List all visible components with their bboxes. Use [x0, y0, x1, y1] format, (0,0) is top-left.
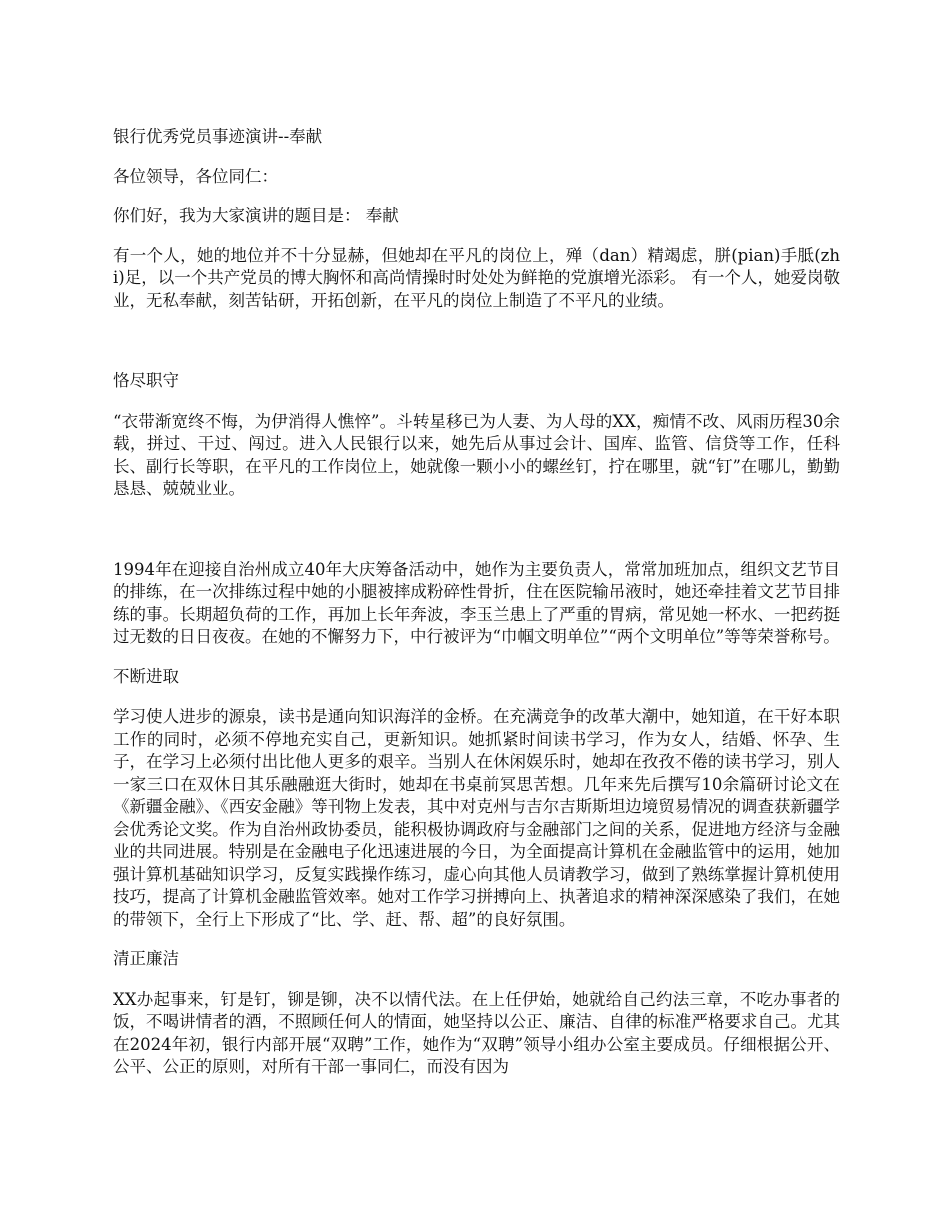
- speech-topic: 你们好，我为大家演讲的题目是： 奉献: [113, 206, 399, 225]
- section-heading-progress: 不断进取: [113, 666, 179, 686]
- section-duty-paragraph-1: “衣带渐宽终不悔，为伊消得人憔悴”。斗转星移已为人妻、为人母的XX，痴情不改、风雨历程30余载，拼过、干过、闯过。进入人民银行以来，她先后从事过会计、国库、监管、信贷等工作，任科长、副行长等职，在平凡的工作岗位上，她就像一颗小小的螺丝钉，拧在哪里，就“钉”在哪儿，勤勤恳恳、兢兢业业。: [113, 411, 840, 498]
- section-heading-integrity: 清正廉洁: [113, 949, 179, 968]
- greeting: 各位领导，各位同仁：: [113, 166, 278, 186]
- document-title: 银行优秀党员事迹演讲--奉献: [113, 127, 323, 146]
- document-page: [113, 126, 840, 1079]
- section-heading-duty: 恪尽职守: [113, 371, 179, 390]
- section-integrity-paragraph: XX办起事来，钉是钉，铆是铆，决不以情代法。在上任伊始，她就给自己约法三章，不吃办事者的饭，不喝讲情者的酒，不照顾任何人的情面，她坚持以公正、廉洁、自律的标准严格要求自己。尤其在2024年初，银行内部开展“双聘”工作，她作为“双聘”领导小组办公室主要成员。仔细根据公开、公平、公正的原则，对所有干部一事同仁，而没有因为: [113, 989, 840, 1076]
- section-progress-paragraph: 学习使人进步的源泉，读书是通向知识海洋的金桥。在充满竞争的改革大潮中，她知道，在干好本职工作的同时，必须不停地充实自己，更新知识。她抓紧时间读书学习，作为女人，结婚、怀孕、生子，在学习上必须付出比他人更多的艰辛。当别人在休闲娱乐时，她却在孜孜不倦的读书学习，别人一家三口在双休日其乐融融逛大街时，她却在书桌前冥思苦想。几年来先后撰写10余篇研讨论文在《新疆金融》、《西安金融》等刊物上发表，其中对克州与吉尔吉斯斯坦边境贸易情况的调查获新疆学会优秀论文奖。作为自治州政协委员，能积极协调政府与金融部门之间的关系，促进地方经济与金融业的共同进展。特别是在金融电子化迅速进展的今日，为全面提高计算机在金融监管中的运用，她加强计算机基础知识学习，反复实践操作练习，虚心向其他人员请教学习，做到了熟练掌握计算机使用技巧，提高了计算机金融监管效率。她对工作学习拼搏向上、执著追求的精神深深感染了我们，在她的带领下，全行上下形成了“比、学、赶、帮、超”的良好氛围。: [113, 707, 840, 929]
- intro-paragraph: 有一个人，她的地位并不十分显赫，但她却在平凡的岗位上，殚（dan）精竭虑，胼(pian)手胝(zhi)足，以一个共产党员的博大胸怀和高尚情操时时处处为鲜艳的党旗增光添彩。 有一个人，她爱岗敬业，无私奉献，刻苦钻研，开拓创新，在平凡的岗位上制造了不平凡的业绩。: [113, 245, 840, 310]
- section-duty-paragraph-2: 1994年在迎接自治州成立40年大庆筹备活动中，她作为主要负责人，常常加班加点，组织文艺节目的排练，在一次排练过程中她的小腿被摔成粉碎性骨折，住在医院输吊液时，她还牵挂着文艺节目排练的事。长期超负荷的工作，再加上长年奔波，李玉兰患上了严重的胃病，常见她一杯水、一把药挺过无数的日日夜夜。在她的不懈努力下，中行被评为“巾帼文明单位”“两个文明单位”等等荣誉称号。: [113, 559, 840, 646]
